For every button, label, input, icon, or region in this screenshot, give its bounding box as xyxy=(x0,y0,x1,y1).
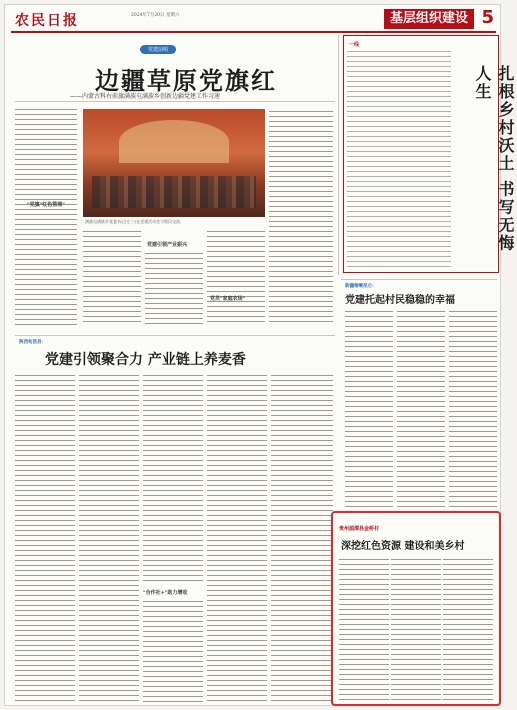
text-column xyxy=(347,49,451,271)
text-column xyxy=(345,309,393,509)
text-column xyxy=(15,373,75,703)
photo-caption: 满族屯满族乡党委书记(左三)在党建活动室与牧民交流 xyxy=(85,219,181,224)
bottom-story-headline: 党建引领聚合力 产业链上养麦香 xyxy=(45,352,246,368)
middle-story-headline: 党建托起村民稳稳的幸福 xyxy=(345,295,455,306)
text-column xyxy=(449,309,497,509)
text-column xyxy=(83,229,141,325)
highlight-frame xyxy=(331,511,501,706)
text-column xyxy=(79,373,139,703)
text-column xyxy=(15,217,77,325)
text-column xyxy=(143,599,203,703)
inner-subtitle-c: 党员"家庭农场" xyxy=(210,296,246,302)
page-number: 5 xyxy=(481,7,494,28)
bottom-story-kicker: 陕西旬邑县： xyxy=(19,340,46,345)
section-title: 基层组织建设 xyxy=(384,9,474,29)
text-column xyxy=(269,109,333,325)
masthead xyxy=(11,7,496,33)
story-photo xyxy=(83,109,265,217)
top-story-headline: 边疆草原党旗红 xyxy=(95,66,277,95)
inner-subtitle-b: 党建引领产业振兴 xyxy=(147,242,188,248)
text-column xyxy=(143,373,203,583)
top-story-kicker: 党建前哨 xyxy=(140,45,176,54)
text-column xyxy=(271,373,333,703)
highlighted-story-kicker: 贵州湄潭县金桥村 xyxy=(339,526,380,532)
text-column xyxy=(207,229,265,325)
text-column xyxy=(397,309,445,509)
rule xyxy=(15,101,335,102)
rule xyxy=(341,279,497,280)
middle-story-kicker: 新疆喀喇昆仑： xyxy=(345,284,377,289)
yurt-shape xyxy=(119,120,228,163)
column-tag: 一线 xyxy=(349,42,360,48)
rule xyxy=(15,335,335,336)
issue-meta: 2024年7月20日 星期六 xyxy=(131,13,180,18)
top-story-subhead: ——内蒙古科右前旗满族屯满族乡创新边疆党建工作习速 xyxy=(70,93,221,100)
text-column xyxy=(145,251,203,325)
text-column xyxy=(207,373,267,703)
highlighted-story-headline: 深挖红色资源 建设和美乡村 xyxy=(341,541,465,552)
column-divider xyxy=(338,35,339,275)
paper-name: 农民日报 xyxy=(15,13,79,29)
people-silhouettes xyxy=(92,176,256,208)
inner-subtitle-d: "合作社+"助力增收 xyxy=(143,590,188,596)
commentary-headline: 扎根乡村沃土 书写无悔人生 xyxy=(473,65,515,253)
inner-subtitle-a: "党旗"红色管理" xyxy=(27,202,65,208)
